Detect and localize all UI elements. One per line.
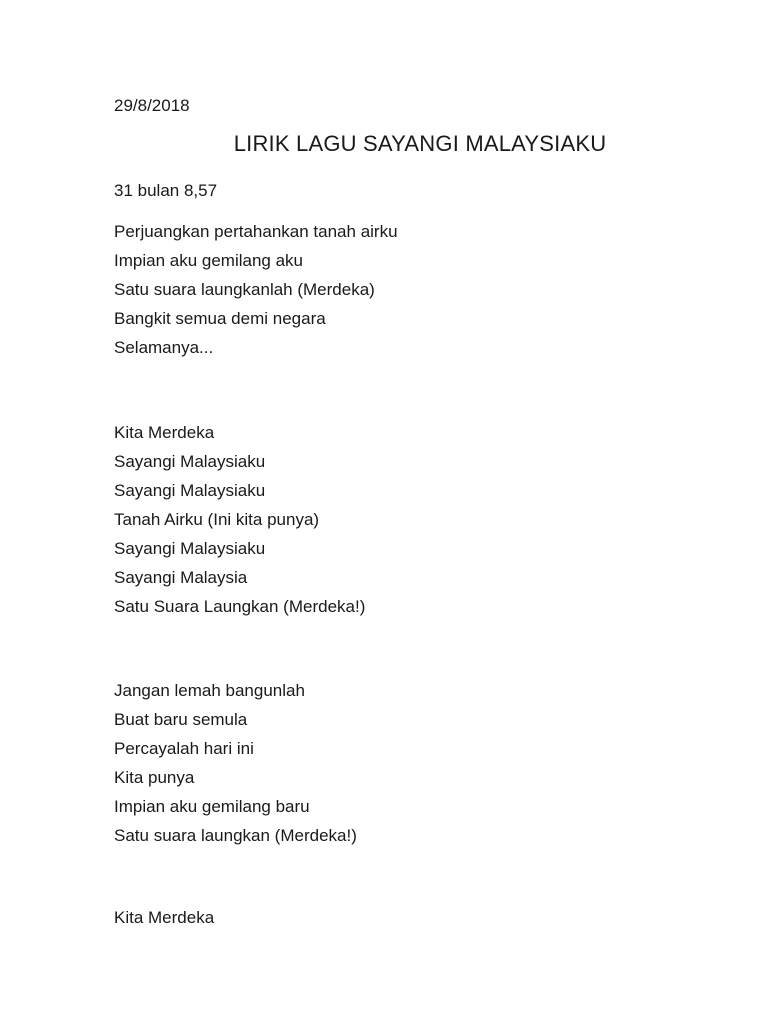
lyric-line: Sayangi Malaysia <box>114 568 248 587</box>
lyric-line: Bangkit semua demi negara <box>114 309 326 328</box>
lyric-line: Kita punya <box>114 768 195 787</box>
page-title: LIRIK LAGU SAYANGI MALAYSIAKU <box>233 131 607 156</box>
lyrics-stanza-2 <box>114 418 365 621</box>
document-subtitle: 31 bulan 8,57 <box>114 181 218 200</box>
lyric-line: Jangan lemah bangunlah <box>114 681 305 700</box>
lyrics-stanza-4 <box>114 903 214 932</box>
lyric-line: Tanah Airku (Ini kita punya) <box>114 510 320 529</box>
lyric-line: Impian aku gemilang aku <box>114 251 304 270</box>
lyric-line: Kita Merdeka <box>114 908 215 927</box>
lyric-line: Impian aku gemilang baru <box>114 797 310 816</box>
lyrics-stanza-1 <box>114 217 398 362</box>
lyric-line: Sayangi Malaysiaku <box>114 539 266 558</box>
lyric-line: Satu suara laungkanlah (Merdeka) <box>114 280 375 299</box>
lyric-line: Perjuangkan pertahankan tanah airku <box>114 222 398 241</box>
lyric-line: Percayalah hari ini <box>114 739 254 758</box>
lyric-line: Satu Suara Laungkan (Merdeka!) <box>114 597 366 616</box>
lyric-line: Selamanya... <box>114 338 214 357</box>
lyric-line: Buat baru semula <box>114 710 248 729</box>
lyric-line: Kita Merdeka <box>114 423 215 442</box>
lyrics-stanza-3 <box>114 676 357 850</box>
lyric-line: Satu suara laungkan (Merdeka!) <box>114 826 357 845</box>
lyric-line: Sayangi Malaysiaku <box>114 452 266 471</box>
lyric-line: Sayangi Malaysiaku <box>114 481 266 500</box>
document-date: 29/8/2018 <box>114 96 190 115</box>
